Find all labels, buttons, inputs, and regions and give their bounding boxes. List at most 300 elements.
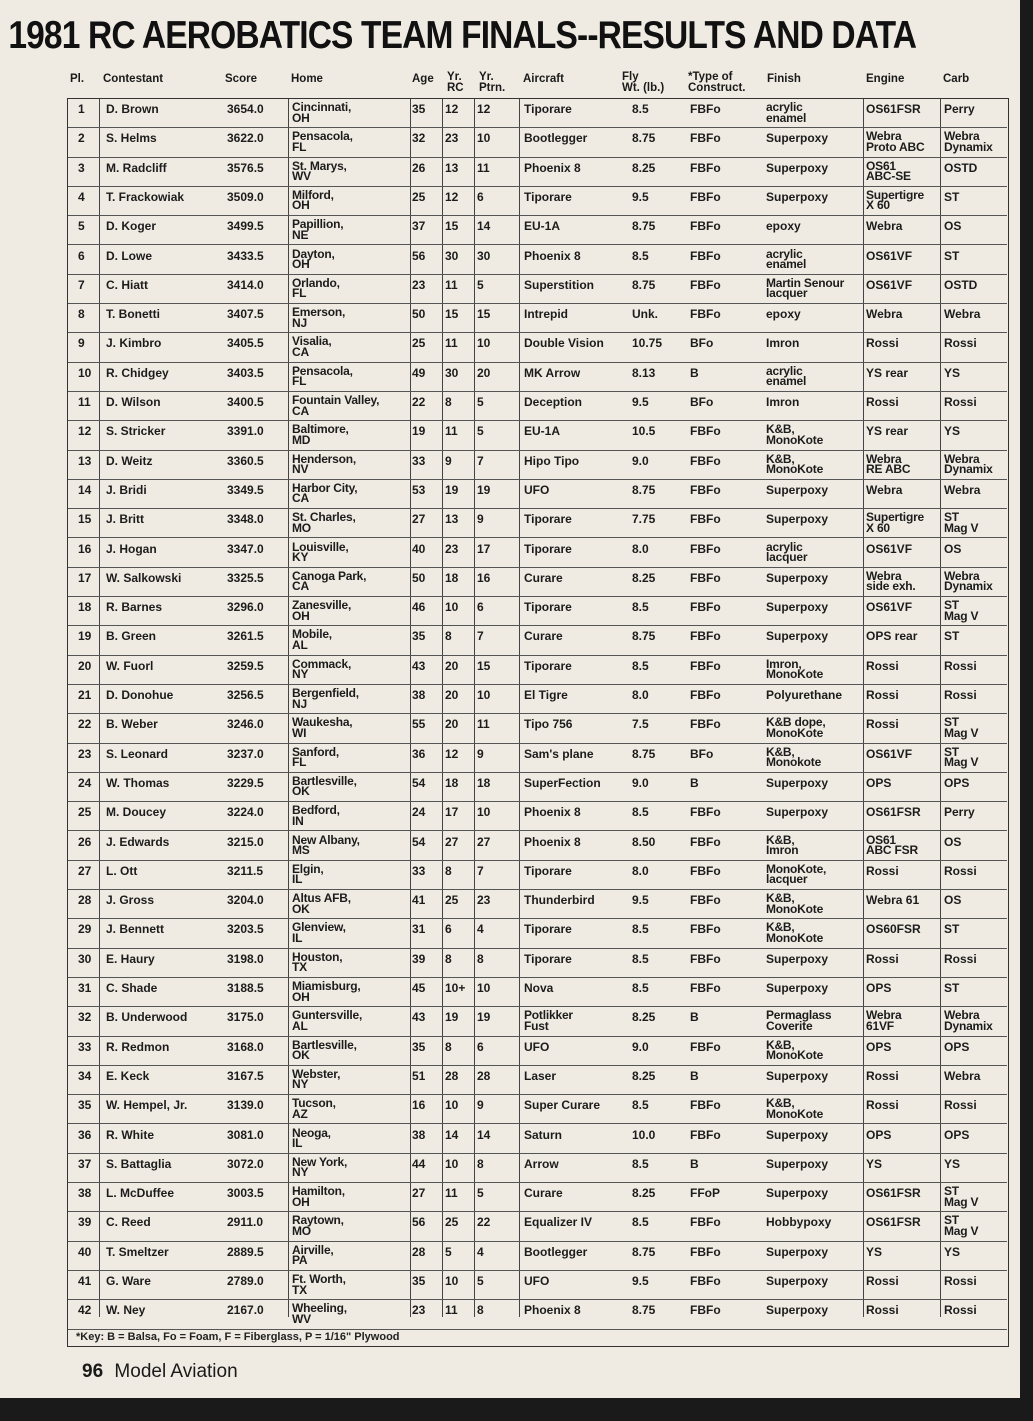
cell-contestant: J. Gross (106, 893, 155, 908)
cell-years-rc: 8 (445, 629, 452, 644)
cell-home: New York, NY (292, 1154, 348, 1180)
cell-finish: K&B dope, MonoKote (766, 715, 826, 740)
table-row (68, 509, 1007, 538)
table-row (68, 1037, 1007, 1066)
cell-contestant: R. Barnes (106, 600, 163, 615)
cell-engine: OS61FSR (866, 1186, 921, 1201)
table-row (68, 480, 1007, 509)
cell-place: 17 (78, 570, 92, 585)
cell-home: Raytown, MO (292, 1213, 344, 1238)
cell-score: 3259.5 (227, 658, 264, 673)
table-row (68, 1300, 1007, 1329)
cell-score: 3499.5 (227, 219, 264, 234)
cell-construction-type: FBFo (690, 863, 721, 878)
cell-contestant: M. Radcliff (106, 160, 167, 175)
cell-place: 41 (78, 1274, 92, 1288)
cell-years-rc: 13 (445, 512, 459, 527)
cell-home: Milford, OH (292, 187, 334, 213)
cell-engine: Rossi (866, 395, 899, 409)
table-row (68, 1007, 1007, 1036)
cell-carb: Rossi (944, 395, 977, 409)
cell-fly-weight: 8.75 (632, 219, 656, 234)
cell-home: Visalia, CA (292, 334, 332, 359)
cell-years-pattern: 5 (477, 424, 484, 439)
table-row (68, 949, 1007, 978)
cell-finish: Superpoxy (766, 1244, 829, 1259)
cell-contestant: M. Doucey (106, 805, 167, 820)
cell-construction-type: FBFo (690, 1244, 721, 1259)
cell-aircraft: Tiporare (524, 922, 572, 937)
cell-fly-weight: 8.25 (632, 1010, 656, 1025)
cell-age: 28 (412, 1244, 426, 1259)
cell-engine: Rossi (866, 658, 899, 673)
cell-years-pattern: 28 (477, 1068, 491, 1083)
cell-finish: Superpoxy (766, 1068, 829, 1083)
cell-years-rc: 10+ (445, 981, 466, 995)
header-place: Pl. (70, 73, 85, 85)
cell-fly-weight: 8.0 (632, 863, 649, 878)
cell-construction-type: B (690, 365, 699, 380)
table-row (68, 304, 1007, 333)
cell-construction-type: FBFo (690, 922, 721, 937)
cell-years-pattern: 27 (477, 834, 491, 849)
cell-construction-type: B (690, 1156, 699, 1171)
cell-age: 54 (412, 775, 426, 790)
cell-score: 3246.0 (227, 717, 264, 732)
cell-construction-type: FBFo (690, 717, 721, 732)
cell-contestant: J. Kimbro (106, 336, 162, 351)
cell-finish: K&B, MonoKote (766, 1096, 824, 1121)
cell-engine: OPS (866, 1039, 892, 1054)
cell-construction-type: BFo (690, 336, 714, 351)
cell-place: 12 (78, 424, 92, 439)
cell-years-rc: 8 (445, 863, 452, 878)
cell-place: 4 (78, 189, 85, 204)
cell-years-rc: 30 (445, 248, 459, 263)
cell-place: 28 (78, 893, 92, 908)
cell-fly-weight: 8.75 (632, 277, 656, 292)
cell-years-pattern: 17 (477, 541, 491, 556)
cell-score: 3188.5 (227, 981, 264, 995)
cell-aircraft: UFO (524, 482, 550, 497)
cell-age: 33 (412, 863, 426, 878)
table-row (68, 1125, 1007, 1154)
cell-place: 22 (78, 717, 92, 732)
cell-finish: Hobbypoxy (766, 1215, 832, 1230)
table-row (68, 744, 1007, 773)
cell-place: 15 (78, 512, 92, 527)
cell-age: 38 (412, 688, 426, 702)
cell-carb: ST (944, 189, 960, 204)
cell-years-pattern: 6 (477, 600, 484, 615)
cell-years-rc: 30 (445, 365, 459, 380)
cell-years-pattern: 8 (477, 1303, 484, 1318)
cell-years-rc: 15 (445, 307, 459, 322)
cell-construction-type: FBFo (690, 307, 721, 322)
table-row (68, 158, 1007, 187)
cell-construction-type: B (690, 775, 699, 790)
cell-years-pattern: 5 (477, 1186, 484, 1201)
cell-finish: Superpoxy (766, 1274, 829, 1288)
cell-home: Bergenfield, NJ (292, 686, 359, 711)
cell-years-pattern: 10 (477, 688, 491, 702)
cell-home: Henderson, NV (292, 451, 357, 477)
cell-finish: Superpoxy (766, 512, 829, 527)
cell-construction-type: FBFo (690, 102, 721, 116)
cell-age: 50 (412, 570, 426, 585)
cell-engine: Supertigre X 60 (866, 187, 925, 213)
cell-engine: OS61 ABC FSR (866, 832, 918, 857)
cell-contestant: W. Salkowski (106, 570, 182, 585)
cell-aircraft: El Tigre (524, 688, 568, 702)
cell-aircraft: Thunderbird (524, 893, 595, 908)
table-row (68, 539, 1007, 568)
cell-years-pattern: 5 (477, 277, 484, 292)
cell-contestant: W. Fuorl (106, 658, 154, 673)
cell-finish: Superpoxy (766, 160, 829, 175)
cell-aircraft: Saturn (524, 1127, 563, 1142)
cell-years-rc: 23 (445, 131, 459, 146)
cell-score: 3168.0 (227, 1039, 264, 1054)
cell-aircraft: Arrow (524, 1156, 559, 1171)
cell-age: 35 (412, 1274, 426, 1288)
table-row (68, 451, 1007, 480)
header-home: Home (291, 73, 323, 85)
cell-place: 5 (78, 219, 85, 234)
cell-carb: Webra Dynamix (944, 451, 993, 477)
cell-home: Sanford, FL (292, 744, 340, 770)
cell-age: 37 (412, 219, 426, 234)
cell-score: 3229.5 (227, 775, 264, 790)
cell-score: 3211.5 (227, 863, 264, 878)
cell-years-pattern: 14 (477, 219, 491, 234)
cell-home: Pensacola, FL (292, 363, 353, 389)
cell-place: 23 (78, 746, 92, 761)
cell-fly-weight: 8.25 (632, 570, 656, 585)
construction-key: *Key: B = Balsa, Fo = Foam, F = Fiberglass, P = 1/16" Plywood (76, 1331, 400, 1343)
cell-years-rc: 10 (445, 600, 459, 615)
table-row (68, 275, 1007, 304)
cell-carb: ST Mag V (944, 510, 979, 535)
cell-score: 3400.5 (227, 395, 264, 409)
cell-place: 3 (78, 160, 85, 175)
cell-fly-weight: 8.5 (632, 102, 649, 116)
cell-years-pattern: 10 (477, 981, 491, 995)
cell-fly-weight: 8.75 (632, 1244, 656, 1259)
cell-years-pattern: 20 (477, 365, 491, 380)
cell-years-rc: 17 (445, 805, 459, 820)
cell-engine: Rossi (866, 1068, 899, 1083)
cell-construction-type: FBFo (690, 1039, 721, 1054)
cell-score: 3256.5 (227, 688, 264, 702)
cell-fly-weight: 8.5 (632, 658, 649, 673)
cell-score: 3237.0 (227, 746, 264, 761)
cell-construction-type: FBFo (690, 658, 721, 673)
table-row (68, 216, 1007, 245)
cell-home: Orlando, FL (292, 275, 340, 301)
cell-engine: Webra 61 (866, 893, 920, 908)
cell-age: 41 (412, 893, 426, 908)
cell-years-pattern: 6 (477, 189, 484, 204)
cell-carb: OSTD (944, 277, 978, 292)
cell-contestant: R. Redmon (106, 1039, 170, 1054)
cell-construction-type: FBFo (690, 453, 721, 468)
cell-years-pattern: 18 (477, 775, 491, 790)
cell-home: Cincinnati, OH (292, 100, 352, 125)
cell-years-rc: 25 (445, 1215, 459, 1230)
cell-fly-weight: 8.5 (632, 922, 649, 937)
cell-finish: K&B, MonoKote (766, 1037, 824, 1063)
cell-fly-weight: 10.0 (632, 1127, 656, 1142)
cell-engine: OS61FSR (866, 805, 921, 820)
table-row (68, 656, 1007, 685)
cell-contestant: B. Weber (106, 717, 158, 732)
cell-home: Waukesha, WI (292, 715, 353, 740)
cell-years-rc: 18 (445, 775, 459, 790)
cell-age: 55 (412, 717, 426, 732)
cell-finish: epoxy (766, 219, 801, 234)
results-table (67, 98, 1009, 1347)
cell-score: 3224.0 (227, 805, 264, 820)
cell-years-rc: 8 (445, 395, 452, 409)
cell-years-rc: 20 (445, 688, 459, 702)
cell-years-rc: 10 (445, 1098, 459, 1113)
cell-years-rc: 12 (445, 189, 459, 204)
cell-fly-weight: Unk. (632, 307, 659, 322)
table-row (68, 861, 1007, 890)
cell-carb: ST Mag V (944, 598, 979, 623)
header-aircraft: Aircraft (523, 73, 564, 85)
cell-engine: Rossi (866, 863, 899, 878)
cell-score: 2911.0 (227, 1215, 264, 1230)
cell-score: 3509.0 (227, 189, 264, 204)
cell-place: 36 (78, 1127, 92, 1142)
cell-age: 16 (412, 1098, 426, 1113)
page-number: 96 (82, 1361, 104, 1382)
cell-finish: Imron, MonoKote (766, 656, 824, 682)
cell-fly-weight: 8.0 (632, 541, 649, 556)
cell-place: 21 (78, 688, 92, 702)
cell-fly-weight: 8.75 (632, 629, 656, 644)
cell-aircraft: Tiporare (524, 512, 572, 527)
cell-construction-type: FBFo (690, 189, 721, 204)
cell-aircraft: Tiporare (524, 541, 572, 556)
table-row (68, 597, 1007, 626)
cell-finish: Superpoxy (766, 1127, 829, 1142)
cell-fly-weight: 8.25 (632, 1068, 656, 1083)
cell-contestant: C. Shade (106, 981, 158, 995)
cell-finish: Superpoxy (766, 805, 829, 820)
table-row (68, 1271, 1007, 1300)
cell-contestant: J. Hogan (106, 541, 157, 556)
cell-contestant: D. Lowe (106, 248, 153, 263)
cell-home: Airville, PA (292, 1242, 334, 1268)
cell-aircraft: Bootlegger (524, 131, 588, 146)
page-footer (82, 1361, 238, 1383)
table-row (68, 714, 1007, 743)
cell-carb: Perry (944, 805, 975, 820)
cell-engine: OS61FSR (866, 1215, 921, 1230)
cell-engine: YS rear (866, 365, 909, 380)
cell-place: 24 (78, 775, 92, 790)
cell-engine: Webra (866, 482, 903, 497)
cell-years-pattern: 4 (477, 922, 484, 937)
cell-aircraft: EU-1A (524, 219, 561, 234)
cell-fly-weight: 10.75 (632, 336, 663, 351)
cell-fly-weight: 9.0 (632, 1039, 649, 1054)
cell-fly-weight: 9.5 (632, 395, 649, 409)
cell-age: 23 (412, 1303, 426, 1318)
cell-aircraft: Superstition (524, 277, 595, 292)
cell-years-rc: 14 (445, 1127, 459, 1142)
cell-years-rc: 12 (445, 746, 459, 761)
cell-years-rc: 13 (445, 160, 459, 175)
cell-place: 42 (78, 1303, 92, 1318)
cell-years-pattern: 10 (477, 805, 491, 820)
cell-aircraft: Tipo 756 (524, 717, 573, 732)
cell-place: 37 (78, 1156, 92, 1171)
cell-home: Tucson, AZ (292, 1096, 336, 1121)
cell-score: 3139.0 (227, 1098, 264, 1113)
cell-fly-weight: 8.0 (632, 688, 649, 702)
cell-contestant: L. Ott (106, 863, 138, 878)
table-row (68, 392, 1007, 421)
cell-place: 27 (78, 863, 92, 878)
cell-score: 3296.0 (227, 600, 264, 615)
cell-engine: OS60FSR (866, 922, 921, 937)
cell-fly-weight: 8.75 (632, 746, 656, 761)
cell-fly-weight: 10.5 (632, 424, 656, 439)
header-score: Score (225, 73, 257, 85)
cell-engine: Rossi (866, 336, 899, 351)
cell-years-pattern: 19 (477, 482, 491, 497)
cell-score: 3175.0 (227, 1010, 264, 1025)
cell-aircraft: EU-1A (524, 424, 561, 439)
cell-score: 3407.5 (227, 307, 264, 322)
cell-score: 3405.5 (227, 336, 264, 351)
cell-contestant: D. Donohue (106, 688, 174, 702)
cell-engine: Webra 61VF (866, 1008, 902, 1033)
cell-years-pattern: 23 (477, 893, 491, 908)
cell-fly-weight: 9.0 (632, 453, 649, 468)
cell-engine: YS (866, 1244, 883, 1259)
cell-contestant: T. Frackowiak (106, 189, 185, 204)
cell-contestant: D. Weitz (106, 453, 153, 468)
cell-years-pattern: 7 (477, 863, 484, 878)
cell-construction-type: FBFo (690, 629, 721, 644)
cell-place: 31 (78, 981, 92, 995)
cell-aircraft: Phoenix 8 (524, 1303, 581, 1318)
cell-fly-weight: 7.75 (632, 512, 656, 527)
cell-construction-type: FBFo (690, 482, 721, 497)
header-contestant: Contestant (103, 73, 164, 85)
cell-engine: Webra (866, 219, 903, 234)
cell-contestant: E. Haury (106, 951, 155, 966)
cell-place: 9 (78, 336, 85, 351)
cell-aircraft: UFO (524, 1274, 550, 1288)
cell-contestant: S. Leonard (106, 746, 169, 761)
table-row (68, 773, 1007, 802)
cell-construction-type: B (690, 1068, 699, 1083)
cell-score: 3433.5 (227, 248, 264, 263)
cell-engine: Webra side exh. (866, 568, 916, 594)
cell-age: 19 (412, 424, 426, 439)
table-row (68, 1066, 1007, 1095)
cell-finish: Martin Senour lacquer (766, 275, 845, 301)
cell-score: 2789.0 (227, 1274, 264, 1288)
cell-fly-weight: 8.5 (632, 1156, 649, 1171)
cell-finish: MonoKote, lacquer (766, 861, 827, 887)
cell-home: Fountain Valley, CA (292, 393, 380, 418)
cell-aircraft: Potlikker Fust (524, 1008, 573, 1033)
cell-finish: Superpoxy (766, 1303, 829, 1318)
cell-years-pattern: 7 (477, 629, 484, 644)
cell-age: 40 (412, 541, 426, 556)
cell-score: 3003.5 (227, 1186, 264, 1201)
cell-place: 40 (78, 1244, 92, 1259)
cell-carb: Rossi (944, 1098, 977, 1113)
cell-engine: OS61 ABC-SE (866, 158, 911, 184)
cell-fly-weight: 8.25 (632, 1186, 656, 1201)
cell-aircraft: Tiporare (524, 951, 572, 966)
cell-finish: Superpoxy (766, 1156, 829, 1171)
cell-construction-type: FFoP (690, 1186, 720, 1201)
cell-home: Mobile, AL (292, 627, 332, 652)
cell-aircraft: Curare (524, 1186, 563, 1201)
header-engine: Engine (866, 73, 905, 85)
cell-contestant: R. White (106, 1127, 154, 1142)
cell-age: 25 (412, 336, 426, 351)
cell-score: 3325.5 (227, 570, 264, 585)
cell-age: 39 (412, 951, 426, 966)
cell-home: Miamisburg, OH (292, 979, 361, 1004)
cell-place: 30 (78, 951, 92, 966)
cell-contestant: G. Ware (106, 1274, 151, 1288)
cell-home: Pensacola, FL (292, 129, 353, 154)
cell-years-rc: 12 (445, 102, 459, 116)
cell-contestant: W. Thomas (106, 775, 170, 790)
cell-fly-weight: 8.75 (632, 131, 656, 146)
cell-score: 3204.0 (227, 893, 264, 908)
cell-carb: ST (944, 629, 960, 644)
cell-contestant: D. Koger (106, 219, 157, 234)
cell-years-pattern: 12 (477, 102, 491, 116)
cell-fly-weight: 8.5 (632, 805, 649, 820)
cell-age: 56 (412, 1215, 426, 1230)
cell-finish: Superpoxy (766, 131, 829, 146)
cell-place: 33 (78, 1039, 92, 1054)
cell-fly-weight: 8.5 (632, 248, 649, 263)
cell-score: 3576.5 (227, 160, 264, 175)
cell-aircraft: Tiporare (524, 102, 572, 116)
cell-construction-type: FBFo (690, 981, 721, 995)
cell-finish: K&B, MonoKote (766, 451, 824, 477)
cell-age: 27 (412, 512, 426, 527)
cell-contestant: W. Hempel, Jr. (106, 1098, 188, 1113)
cell-finish: K&B, MonoKote (766, 920, 824, 945)
cell-construction-type: FBFo (690, 424, 721, 439)
cell-aircraft: Tiporare (524, 600, 572, 615)
cell-engine: YS (866, 1156, 883, 1171)
cell-fly-weight: 8.50 (632, 834, 656, 849)
cell-fly-weight: 8.75 (632, 482, 656, 497)
cell-years-rc: 8 (445, 951, 452, 966)
cell-aircraft: Nova (524, 981, 554, 995)
cell-home: Wheeling, WV (292, 1301, 347, 1326)
table-row (68, 919, 1007, 948)
table-row (68, 978, 1007, 1007)
cell-score: 3215.0 (227, 834, 264, 849)
